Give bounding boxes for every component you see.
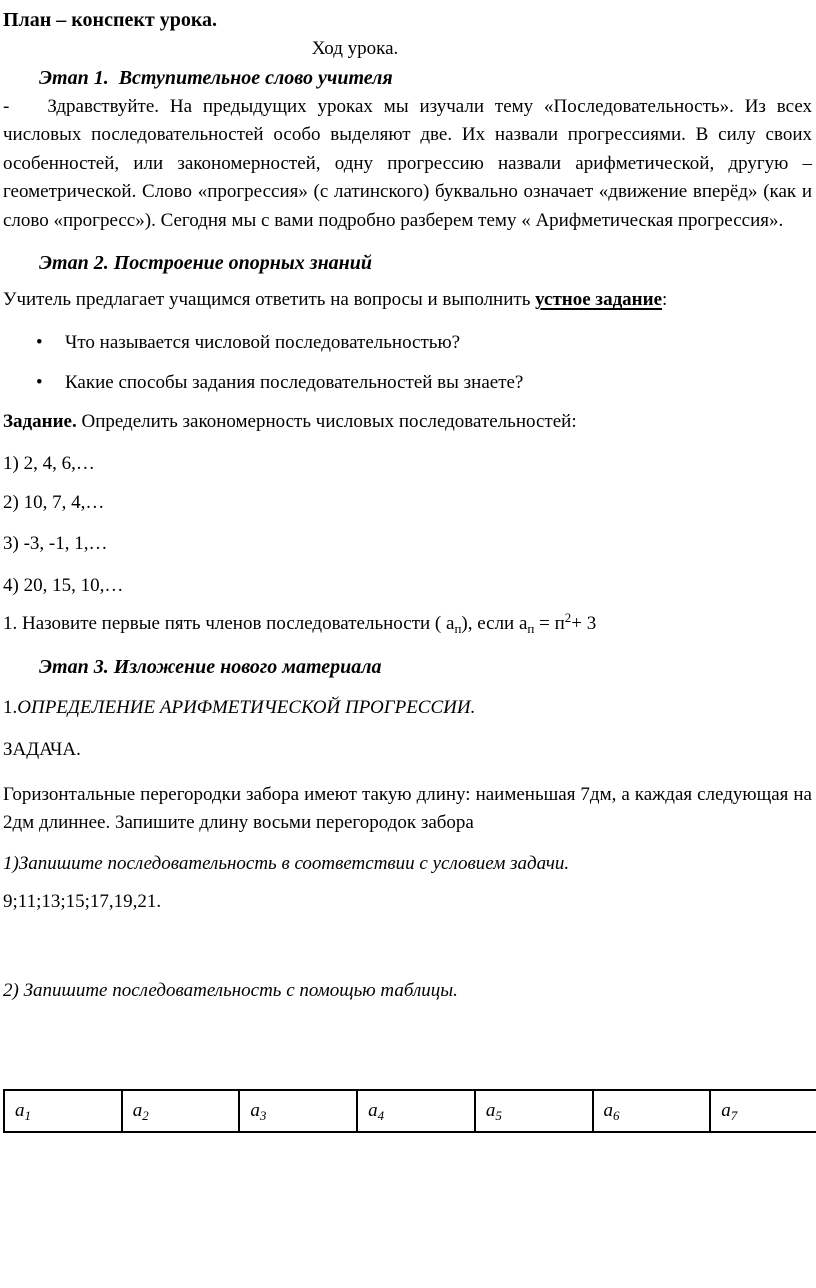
cell-sub: 6: [613, 1107, 620, 1123]
stage2-heading: Этап 2. Построение опорных знаний: [39, 252, 373, 274]
stage1-paragraph-text: Здравствуйте. На предыдущих уроках мы изучали тему «Последовательность». Из всех числовых последовательностей особо выделяют две. Их назвали прогрессиями. В силу своих особенностей, или закономерностей, одну прогрессию назвали арифметической, другую – геометрической. Слово «прогрессия» (с латинского) буквально означает «движение вперёд» (как и слово «прогресс»). Сегодня мы с вами подробно разберем тему « Арифметическая прогрессия».: [3, 95, 812, 231]
cell-sub: 1: [24, 1107, 31, 1123]
formula-part3: = п: [534, 613, 565, 634]
question-list: [3, 329, 812, 398]
stage2-intro: [3, 286, 812, 315]
formula-line: [3, 610, 812, 639]
cell-base: a: [721, 1099, 731, 1121]
sequence-line: 4) 20, 15, 10,…: [3, 574, 124, 596]
bullet-icon: •: [36, 331, 43, 353]
cell-base: a: [603, 1099, 614, 1121]
stage2-intro-colon: :: [662, 289, 668, 310]
dash: -: [3, 95, 10, 117]
table-cell: [239, 1090, 357, 1132]
sequence-table: [3, 1089, 816, 1133]
table-cell: [122, 1090, 240, 1132]
sequence-line: 2) 10, 7, 4,…: [3, 491, 105, 513]
formula-sup: 2: [564, 610, 572, 625]
table-cell: [357, 1090, 475, 1132]
cell-base: a: [132, 1099, 143, 1121]
stage1-heading: Этап 1. Вступительное слово учителя: [39, 66, 393, 89]
formula-sub1: п: [454, 621, 462, 636]
formula-part2: ), если a: [461, 613, 528, 634]
list-item: [3, 329, 812, 358]
stage2-intro-text: Учитель предлагает учащимся ответить на вопросы и выполнить: [3, 289, 536, 310]
sequence-line: 3) -3, -1, 1,…: [3, 533, 108, 554]
instruction-2: 2) Запишите последовательность с помощью таблицы.: [3, 979, 458, 1001]
table-cell: [593, 1090, 711, 1132]
problem-label: ЗАДАЧА.: [3, 739, 81, 760]
page-title: План – конспект урока.: [3, 9, 218, 31]
sequence-line: 1) 2, 4, 6,…: [3, 453, 95, 474]
cell-sub: 7: [730, 1107, 738, 1123]
question-text: Что называется числовой последовательностью?: [65, 331, 461, 353]
cell-base: a: [368, 1099, 378, 1121]
bullet-icon: •: [36, 372, 43, 393]
task-text: Определить закономерность числовых последовательностей:: [76, 410, 577, 432]
definition-line: [3, 694, 812, 723]
formula-part1: 1. Назовите первые пять членов последовательности ( a: [3, 613, 455, 634]
cell-sub: 4: [377, 1107, 385, 1123]
cell-sub: 3: [259, 1107, 267, 1123]
instruction-1: 1)Запишите последовательность в соответствии с условием задачи.: [3, 852, 570, 874]
table-cell: [710, 1090, 816, 1132]
task-line: [3, 408, 812, 437]
table-cell: [475, 1090, 593, 1132]
subtitle: Ход урока.: [311, 38, 399, 59]
stage1-paragraph: [3, 93, 812, 236]
list-item: [3, 369, 812, 398]
definition-text: ОПРЕДЕЛЕНИЕ АРИФМЕТИЧЕСКОЙ ПРОГРЕССИИ.: [17, 696, 476, 718]
formula-sub2: п: [527, 621, 535, 636]
cell-sub: 5: [495, 1107, 502, 1123]
cell-base: a: [15, 1099, 25, 1121]
definition-number: 1.: [3, 696, 18, 718]
stage2-intro-emphasis: устное задание: [535, 289, 663, 310]
problem-paragraph: Горизонтальные перегородки забора имеют такую длину: наименьшая 7дм, а каждая следующая на 2дм длиннее. Запишите длину восьми перегородок забора: [3, 783, 812, 833]
answer-sequence: 9;11;13;15;17,19,21.: [3, 891, 162, 912]
stage3-heading: Этап 3. Изложение нового материала: [39, 655, 382, 678]
cell-base: a: [250, 1099, 260, 1121]
table-row: [4, 1090, 816, 1132]
cell-sub: 2: [142, 1107, 149, 1123]
cell-base: a: [485, 1099, 496, 1121]
formula-part4: + 3: [571, 613, 597, 634]
task-label: Задание.: [3, 410, 77, 432]
table-cell: [4, 1090, 122, 1132]
question-text: Какие способы задания последовательностей вы знаете?: [65, 372, 524, 393]
